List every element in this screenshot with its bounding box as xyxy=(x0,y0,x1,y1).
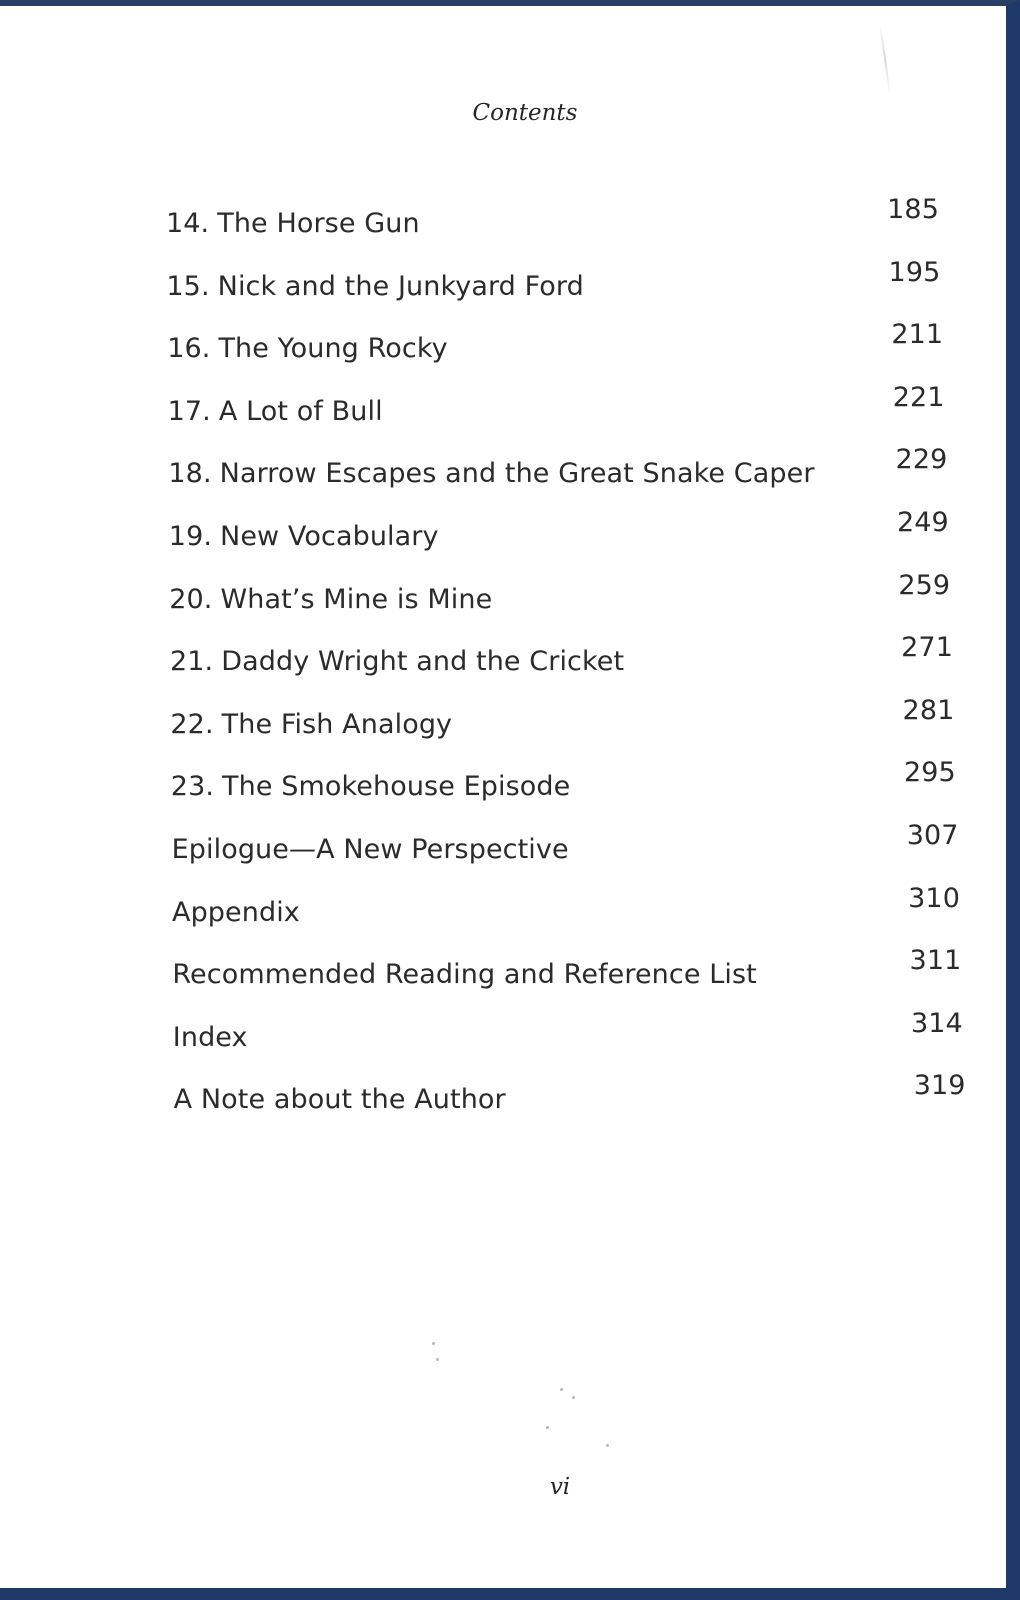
toc-entry-page: 281 xyxy=(902,694,955,726)
toc-entry-label: New Vocabulary xyxy=(220,520,439,552)
paper-speck xyxy=(546,1426,549,1429)
toc-entry-title xyxy=(166,271,583,302)
toc-entry-title xyxy=(172,834,569,865)
toc-entry-page: 259 xyxy=(898,569,951,601)
toc-entry-label: A Lot of Bull xyxy=(218,395,383,427)
toc-entry-page: 295 xyxy=(903,757,956,789)
toc-entry-title xyxy=(172,959,756,990)
paper-crease xyxy=(879,24,891,94)
paper-speck xyxy=(560,1388,563,1391)
toc-entry-number: 16. xyxy=(167,333,211,365)
toc-entry-title xyxy=(170,709,452,740)
toc-entry xyxy=(173,1008,968,1071)
toc-entry-number: 21. xyxy=(170,646,214,678)
toc-entry-title xyxy=(174,1084,506,1115)
toc-entry-number: 23. xyxy=(170,771,215,803)
toc-entry-number: 18. xyxy=(168,458,212,490)
toc-entry-page: 221 xyxy=(892,381,945,413)
toc-entry-page: 307 xyxy=(906,819,959,851)
toc-entry-title xyxy=(170,646,624,677)
toc-entry-title xyxy=(169,521,439,552)
toc-entry xyxy=(167,319,962,382)
page-number: vi xyxy=(549,1474,571,1500)
toc-entry-page: 314 xyxy=(910,1007,963,1039)
toc-entry-label: The Horse Gun xyxy=(217,208,420,239)
toc-entry-number: 14. xyxy=(166,208,210,239)
toc-entry-label: The Fish Analogy xyxy=(221,708,453,740)
toc-entry-label: What’s Mine is Mine xyxy=(220,583,493,615)
paper-speck xyxy=(572,1396,575,1399)
toc-entry-page: 195 xyxy=(888,256,941,288)
toc-entry-page: 211 xyxy=(891,319,944,351)
page-body xyxy=(0,6,1006,1588)
toc-entry-label: Narrow Escapes and the Great Snake Caper xyxy=(219,458,815,490)
toc-entry-page: 319 xyxy=(913,1070,966,1102)
toc-entry xyxy=(166,257,961,320)
toc-entry-label: Recommended Reading and Reference List xyxy=(172,959,757,991)
toc-entry xyxy=(170,695,965,758)
paper-speck xyxy=(436,1358,439,1361)
toc-entry-number: 22. xyxy=(170,708,214,740)
toc-entry-page: 185 xyxy=(887,194,939,225)
toc-entry-title xyxy=(168,396,383,427)
toc-entry xyxy=(168,382,963,445)
toc-entry-title xyxy=(169,584,492,615)
toc-entry-page: 311 xyxy=(909,945,962,977)
toc-entry-label: The Young Rocky xyxy=(218,333,448,365)
toc-entry-label: Epilogue—A New Perspective xyxy=(171,833,569,865)
toc-entry-page: 271 xyxy=(901,632,953,664)
toc-entry xyxy=(172,883,967,946)
toc-entry-page: 310 xyxy=(908,882,960,914)
toc-entry-title xyxy=(168,458,814,489)
toc-entry-title xyxy=(172,897,300,928)
toc-entry xyxy=(168,444,963,507)
toc-entry-title xyxy=(173,1022,248,1053)
toc-entry-label: Appendix xyxy=(172,896,300,928)
toc-entry xyxy=(171,757,966,820)
toc-entry xyxy=(169,570,964,633)
toc-entry xyxy=(172,820,967,883)
toc-entry-page: 249 xyxy=(896,506,949,538)
toc-entry-number: 20. xyxy=(169,583,213,615)
toc-entry-page: 229 xyxy=(895,444,948,476)
toc-entry-number: 15. xyxy=(166,270,210,302)
toc-entry-title xyxy=(167,333,447,364)
toc-entry xyxy=(174,1070,969,1133)
toc-entry-label: A Note about the Author xyxy=(173,1084,506,1116)
toc-entry-label: Daddy Wright and the Cricket xyxy=(221,646,625,678)
toc-entry-number: 19. xyxy=(168,520,213,552)
table-of-contents xyxy=(166,194,966,1133)
paper-speck xyxy=(432,1342,435,1345)
toc-entry xyxy=(169,507,964,570)
toc-entry xyxy=(170,632,965,695)
toc-entry-label: The Smokehouse Episode xyxy=(222,771,571,803)
running-head: Contents xyxy=(472,100,578,126)
toc-entry-title xyxy=(166,208,420,239)
paper-speck xyxy=(606,1444,609,1447)
toc-entry xyxy=(172,945,967,1008)
toc-entry-label: Index xyxy=(172,1021,248,1053)
toc-entry-label: Nick and the Junkyard Ford xyxy=(217,270,584,302)
toc-entry-title xyxy=(171,771,571,802)
toc-entry xyxy=(166,194,961,257)
toc-entry-number: 17. xyxy=(167,395,211,427)
